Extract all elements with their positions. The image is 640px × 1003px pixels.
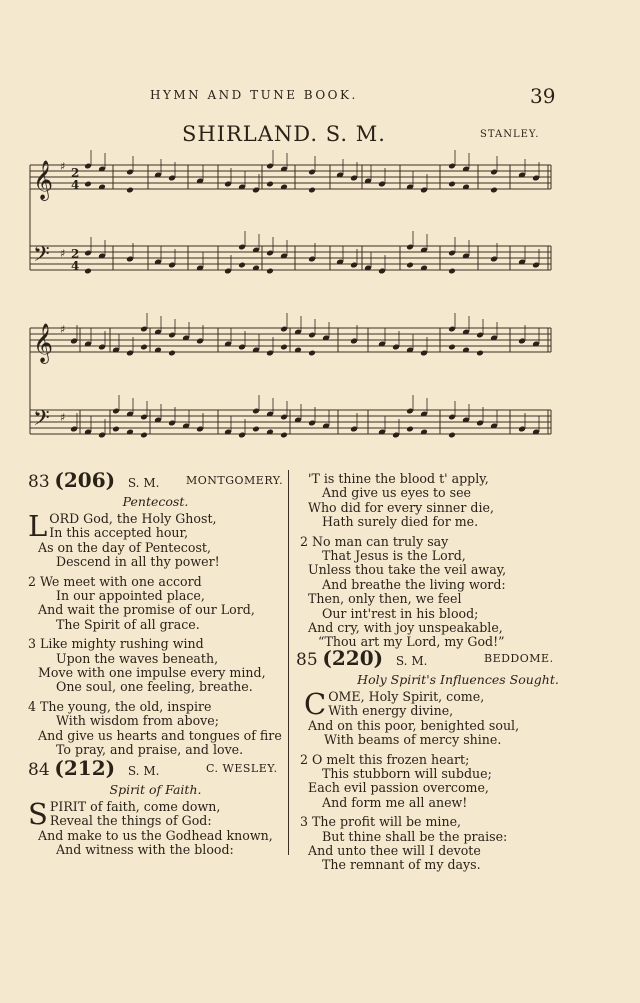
verse-line: And unto thee will I devote [308,843,481,859]
verse-line: With beams of mercy shine. [324,732,502,748]
note-head [476,350,484,357]
verse-line: 2 O melt this frozen heart; [300,751,470,767]
verse-line: With wisdom from above; [56,713,219,729]
verse-line: This stubborn will subdue; [322,766,492,782]
hymn-author: C. WESLEY. [206,762,278,775]
note-head [140,344,148,351]
drop-cap: S [28,797,48,831]
verse-line: Descend in all thy power! [56,554,220,570]
note-head [448,344,456,351]
bass-clef: 𝄢 [33,406,50,436]
verse-line: But thine shall be the praise: [322,828,508,844]
verse-line: 3 Like mighty rushing wind [28,636,204,652]
verse-line: One soul, one feeling, breathe. [56,679,253,695]
running-head: HYMN AND TUNE BOOK. [150,88,358,102]
tune-composer: STANLEY. [480,129,540,140]
verse-line: The remnant of my days. [322,857,481,873]
verse-line: Move with one impulse every mind, [38,665,266,681]
note-head [84,181,92,188]
hymn-83 [28,468,283,758]
stanza [28,509,283,570]
note-head [308,350,316,357]
drop-cap: C [304,687,327,721]
verse-line: And cry, with joy unspeakable, [308,620,503,636]
verse-line: And give us hearts and tongues of fire [38,727,282,743]
verse-line: 3 The profit will be mine, [300,814,462,830]
note-head [84,268,92,275]
bass-clef: 𝄢 [33,242,50,272]
note-head [252,426,260,433]
tune-number: (206) [54,468,116,492]
page-number: 39 [530,84,556,108]
note-head [280,432,288,439]
note-head [266,181,274,188]
hymn-number: 85 [296,650,318,670]
meter: S. M. [395,654,428,668]
stanza [300,472,620,530]
treble-clef: 𝄞 [33,160,54,200]
stanza [296,687,620,748]
verse-line: And wait the promise of our Lord, [38,602,255,618]
hymn-number: 83 [28,472,50,492]
verse-line: And witness with the blood: [56,842,234,858]
tune-title: SHIRLAND. S. M. [182,122,386,146]
note-head [448,181,456,188]
verse-line: 2 No man can truly say [300,533,449,549]
key-signature: ♯ [60,160,66,173]
key-signature: ♯ [60,323,66,336]
verse-line: “Thou art my Lord, my God!” [318,634,505,650]
hymn-header [28,468,283,492]
treble-clef: 𝄞 [33,323,54,363]
note-head [280,344,288,351]
hymn-subtitle: Spirit of Faith. [109,782,202,797]
verse-line: As on the day of Pentecost, [38,539,211,555]
verse-line: OME, Holy Spirit, come, [328,689,485,704]
hymn-84-continued [300,472,620,650]
verse-line: PIRIT of faith, come down, [49,799,221,814]
verse-line: Unless thou take the veil away, [308,562,507,578]
verse-line: Reveal the things of God: [49,813,212,829]
hymn-author: MONTGOMERY. [186,474,284,487]
verse-line: And form me all anew! [322,794,468,810]
note-head [126,187,134,194]
verse-line: And breathe the living word: [322,576,506,592]
hymn-author: BEDDOME. [484,652,554,665]
note-head [448,432,456,439]
time-signature-bottom: 4 [71,178,80,192]
note-head [168,350,176,357]
key-signature: ♯ [60,247,66,260]
stanza [300,535,620,650]
stanza [28,637,283,695]
stanza [296,815,620,873]
verse-line: Then, only then, we feel [308,591,462,607]
note-head [308,187,316,194]
hymn-85 [296,646,620,873]
hymn-84 [28,756,283,858]
verse-line: Each evil passion overcome, [308,780,489,796]
stanza [28,797,283,858]
hymn-header [28,756,283,780]
verse-line: In this accepted hour, [49,525,189,541]
verse-line: The Spirit of all grace. [56,616,200,632]
note-head [448,268,456,275]
hymn-subtitle: Holy Spirit's Influences Sought. [357,672,559,687]
time-signature-top: 2 [71,247,80,261]
verse-line: To pray, and praise, and love. [56,742,244,758]
verse-line: And on this poor, benighted soul, [308,717,520,733]
note-head [406,262,414,269]
tune-number: (212) [54,756,116,780]
tune-number: (220) [322,646,384,670]
verse-line: 2 We meet with one accord [28,573,202,589]
verse-line: 'T is thine the blood t' apply, [308,471,489,486]
time-signature-top: 2 [71,166,80,180]
meter: S. M. [127,764,160,778]
note-head [490,187,498,194]
verse-line: 4 The young, the old, inspire [28,698,212,714]
hymn-subtitle: Pentecost. [122,494,189,509]
verse-line: Who did for every sinner die, [308,499,494,515]
time-signature-bottom: 4 [71,259,80,273]
note-head [238,262,246,269]
key-signature: ♯ [60,411,66,424]
verse-line: Upon the waves beneath, [56,650,219,666]
note-head [112,426,120,433]
verse-line: That Jesus is the Lord, [322,548,466,564]
music-score [0,0,640,460]
verse-line: In our appointed place, [56,588,205,604]
verse-line: ORD God, the Holy Ghost, [49,511,217,526]
meter: S. M. [127,476,160,490]
hymn-number: 84 [28,760,50,780]
verse-line: And make to us the Godhead known, [38,827,273,843]
verse-line: And give us eyes to see [322,485,472,501]
note-head [406,426,414,433]
stanza [28,575,283,633]
stanza [296,753,620,811]
note-head [266,268,274,275]
note-head [140,432,148,439]
stanza [28,700,283,758]
hymn-header [296,646,620,670]
column-divider [288,470,289,855]
verse-line: With energy divine, [328,703,454,719]
verse-line: Hath surely died for me. [322,514,479,530]
verse-line: Our int'rest in his blood; [322,605,479,621]
drop-cap: L [28,509,48,543]
